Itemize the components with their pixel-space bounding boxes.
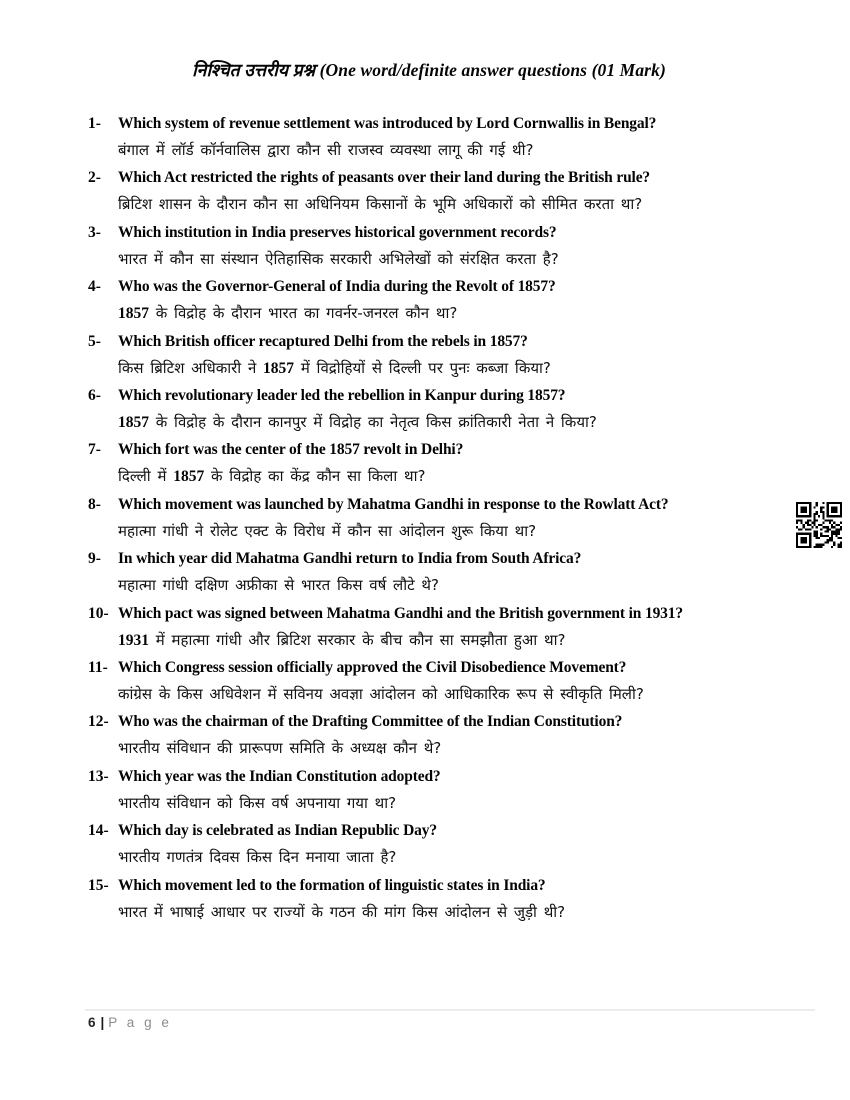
question-text-english: Which Act restricted the rights of peasants over their land during the British rule? (118, 169, 651, 187)
question-body (118, 600, 770, 654)
question-text-english: Which movement was launched by Mahatma Gandhi in response to the Rowlatt Act? (118, 495, 669, 513)
question-number: 8- (88, 495, 101, 513)
question-text-english: Which British officer recaptured Delhi from the rebels in 1857? (118, 332, 528, 350)
question-number: 9- (88, 550, 101, 568)
question-body (118, 164, 770, 218)
question-text-hindi: कांग्रेस के किस अधिवेशन में सविनय अवज्ञा आंदोलन को आधिकारिक रूप से स्वीकृति मिली? (118, 685, 644, 704)
question-body (118, 817, 770, 871)
qr-code-image (796, 502, 842, 548)
question-text-hindi: बंगाल में लॉर्ड कॉर्नवालिस द्वारा कौन सी राजस्व व्यवस्था लागू की गई थी? (118, 141, 534, 159)
question-body (118, 436, 770, 490)
question-text-english: Which revolutionary leader led the rebellion in Kanpur during 1857? (118, 387, 566, 405)
question-number: 14- (88, 822, 109, 840)
page-footer (88, 1014, 172, 1032)
question-body (118, 872, 770, 926)
question-number: 7- (88, 441, 101, 459)
question-number: 3- (88, 223, 101, 241)
question-number: 2- (88, 169, 101, 187)
question-body (118, 763, 770, 817)
question-row (88, 654, 770, 708)
question-text-hindi: भारत में भाषाई आधार पर राज्यों के गठन की मांग किस आंदोलन से जुड़ी थी? (118, 902, 566, 921)
page-number: 6 (88, 1015, 96, 1030)
question-number: 1- (88, 115, 101, 132)
question-list (88, 110, 770, 926)
question-body (118, 328, 770, 382)
question-text-english: Which institution in India preserves historical government records? (118, 223, 557, 241)
question-text-hindi: दिल्ली में 1857 के विद्रोह का केंद्र कौन सा किला था? (118, 467, 426, 486)
qr-code (795, 499, 843, 551)
question-row (88, 219, 770, 273)
question-body (118, 382, 770, 436)
page-title: निश्चित उत्तरीय प्रश्न (One word/definite answer questions (01 Mark) (192, 60, 666, 80)
question-row (88, 708, 770, 762)
question-number: 10- (88, 604, 109, 622)
question-row (88, 382, 770, 436)
question-row (88, 110, 770, 164)
question-text-english: Which Congress session officially approved the Civil Disobedience Movement? (118, 659, 627, 677)
question-row (88, 436, 770, 490)
question-row (88, 273, 770, 327)
question-body (118, 545, 770, 599)
question-text-hindi: महात्मा गांधी ने रोलेट एक्ट के विरोध में कौन सा आंदोलन शुरू किया था? (118, 521, 537, 540)
question-body (118, 110, 770, 164)
question-body (118, 219, 770, 273)
question-body (118, 654, 770, 708)
footer-divider (85, 1009, 815, 1011)
question-number: 4- (88, 278, 101, 296)
question-row (88, 491, 770, 545)
question-text-english: Which year was the Indian Constitution adopted? (118, 767, 441, 785)
question-text-english: Which pact was signed between Mahatma Gandhi and the British government in 1931? (118, 604, 683, 622)
question-row (88, 545, 770, 599)
question-text-hindi: भारतीय गणतंत्र दिवस किस दिन मनाया जाता है? (118, 848, 397, 867)
question-text-hindi: 1931 में महात्मा गांधी और ब्रिटिश सरकार के बीच कौन सा समझौता हुआ था? (118, 630, 566, 649)
question-number: 11- (88, 659, 108, 677)
question-text-english: Which fort was the center of the 1857 revolt in Delhi? (118, 441, 464, 459)
question-row (88, 600, 770, 654)
question-body (118, 273, 770, 327)
question-number: 12- (88, 713, 109, 731)
question-row (88, 872, 770, 926)
question-text-english: Which movement led to the formation of linguistic states in India? (118, 876, 546, 894)
question-number: 15- (88, 876, 109, 894)
question-text-hindi: भारत में कौन सा संस्थान ऐतिहासिक सरकारी अभिलेखों को संरक्षित करता है? (118, 249, 559, 268)
question-row (88, 763, 770, 817)
question-text-english: Which system of revenue settlement was introduced by Lord Cornwallis in Bengal? (118, 115, 657, 132)
question-row (88, 817, 770, 871)
question-text-hindi: 1857 के विद्रोह के दौरान कानपुर में विद्रोह का नेतृत्व किस क्रांतिकारी नेता ने किया? (118, 413, 597, 432)
question-number: 6- (88, 387, 101, 405)
question-row (88, 164, 770, 218)
question-number: 5- (88, 332, 101, 350)
question-body (118, 491, 770, 545)
question-text-english: In which year did Mahatma Gandhi return to India from South Africa? (118, 550, 582, 568)
question-number: 13- (88, 767, 109, 785)
question-text-english: Who was the chairman of the Drafting Committee of the Indian Constitution? (118, 713, 623, 731)
question-text-hindi: 1857 के विद्रोह के दौरान भारत का गवर्नर-जनरल कौन था? (118, 304, 458, 323)
question-text-english: Who was the Governor-General of India during the Revolt of 1857? (118, 278, 556, 296)
question-text-hindi: भारतीय संविधान को किस वर्ष अपनाया गया था? (118, 793, 397, 812)
question-text-hindi: भारतीय संविधान की प्रारूपण समिति के अध्यक्ष कौन थे? (118, 739, 442, 758)
question-text-hindi: महात्मा गांधी दक्षिण अफ्रीका से भारत किस वर्ष लौटे थे? (118, 576, 439, 595)
footer-page-label: P a g e (108, 1015, 172, 1030)
question-row (88, 328, 770, 382)
question-body (118, 708, 770, 762)
footer-separator: | (100, 1015, 105, 1030)
question-text-hindi: ब्रिटिश शासन के दौरान कौन सा अधिनियम किसानों के भूमि अधिकारों को सीमित करता था? (118, 195, 643, 214)
question-text-english: Which day is celebrated as Indian Republic Day? (118, 822, 437, 840)
question-text-hindi: किस ब्रिटिश अधिकारी ने 1857 में विद्रोहियों से दिल्ली पर पुनः कब्जा किया? (118, 358, 551, 377)
